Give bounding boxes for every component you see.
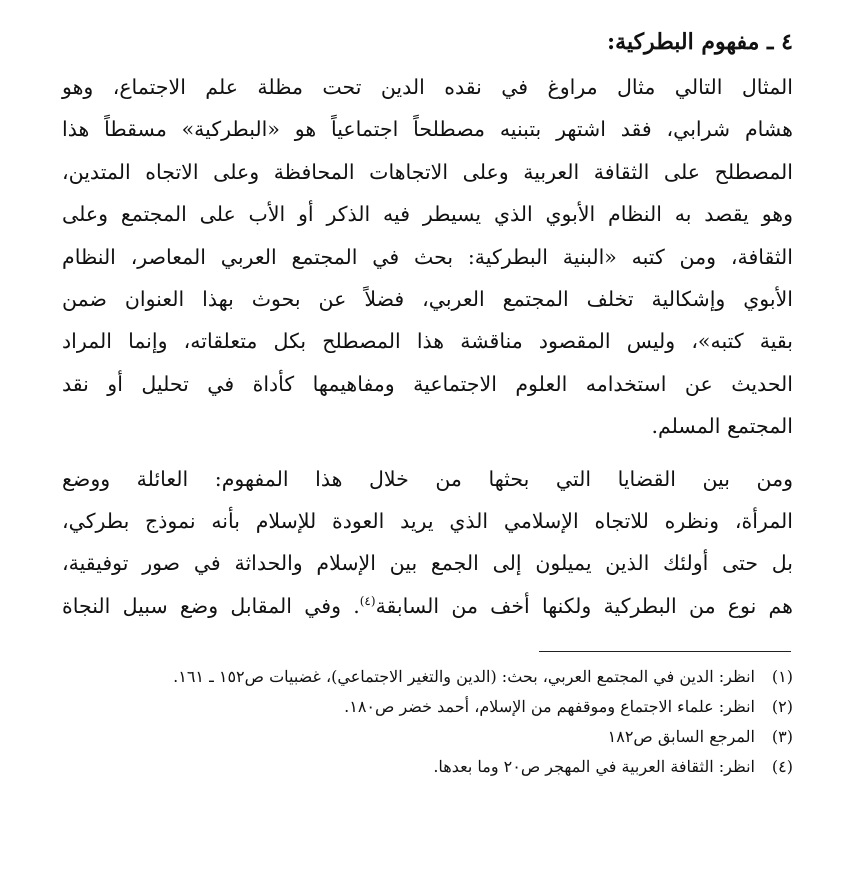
footnote-3 xyxy=(62,722,793,752)
paragraph-2-line-2: المرأة، ونظره للاتجاه الإسلامي الذي يريد العودة للإسلام بأنه نموذج بطركي، xyxy=(62,509,793,534)
paragraph-1-line-7: بقية كتبه»، وليس المقصود مناقشة هذا المصطلح بكل متعلقاته، وإنما المراد xyxy=(62,329,793,354)
paragraph-2 xyxy=(62,458,793,628)
footnote-4 xyxy=(62,752,793,782)
paragraph-2-line-4 xyxy=(62,585,793,627)
paragraph-1-line-2: هشام شرابي، فقد اشتهر بتبنيه مصطلحاً اجتماعياً هو «البطركية» مسقطاً هذا xyxy=(62,117,793,142)
section-heading: ٤ ـ مفهوم البطركية: xyxy=(607,29,793,55)
footnote-text: انظر: الدين في المجتمع العربي، بحث: (الدين والتغير الاجتماعي)، غضبيات ص١٥٢ ـ ١٦١. xyxy=(173,667,755,686)
footnote-number: (٢) xyxy=(771,697,793,716)
paragraph-1-line-9: المجتمع المسلم. xyxy=(651,414,793,439)
footnotes xyxy=(62,662,793,782)
footnote-number: (٣) xyxy=(771,727,793,746)
paragraph-1-line-5: الثقافة، ومن كتبه «البنية البطركية: بحث في المجتمع العربي المعاصر، النظام xyxy=(62,244,793,269)
paragraph-2-line-3: بل حتى أولئك الذين يميلون إلى الجمع بين الإسلام والحداثة في صور توفيقية، xyxy=(62,551,793,576)
paragraph-1-line-4: وهو يقصد به النظام الأبوي الذي يسيطر فيه الذكر أو الأب على المجتمع وعلى xyxy=(62,202,793,227)
paragraph-1-line-8: الحديث عن استخدامه العلوم الاجتماعية ومفاهيمها كأداة في تحليل أو نقد xyxy=(62,371,793,396)
footnote-1 xyxy=(62,662,793,692)
footnote-text: انظر: الثقافة العربية في المهجر ص٢٠ وما بعدها. xyxy=(433,757,755,776)
document-page xyxy=(62,22,793,894)
paragraph-1-line-6: الأبوي وإشكالية تخلف المجتمع العربي، فضلاً عن بحوث بهذا العنوان ضمن xyxy=(62,287,793,312)
paragraph-1-line-1: المثال التالي مثال مراوغ في نقده الدين تحت مظلة علم الاجتماع، وهو xyxy=(62,75,793,99)
footnote-text: انظر: علماء الاجتماع وموقفهم من الإسلام، أحمد خضر ص١٨٠. xyxy=(344,697,755,716)
footnote-reference-4: (٤) xyxy=(359,594,376,609)
footnote-separator xyxy=(539,651,791,652)
paragraph-2-line-4-end: . وفي المقابل وضع سبيل النجاة xyxy=(62,593,360,618)
footnote-2 xyxy=(62,692,793,722)
footnote-number: (١) xyxy=(771,667,793,686)
footnote-text: المرجع السابق ص١٨٢ xyxy=(607,727,755,746)
paragraph-2-line-1: ومن بين القضايا التي بحثها من خلال هذا المفهوم: العائلة ووضع xyxy=(62,466,793,491)
paragraph-1-line-3: المصطلح على الثقافة العربية وعلى الاتجاهات المحافظة وعلى الاتجاه المتدين، xyxy=(62,159,793,184)
paragraph-1 xyxy=(62,66,793,448)
footnote-number: (٤) xyxy=(771,757,793,776)
paragraph-2-line-4-start: هم نوع من البطركية ولكنها أخف من السابقة xyxy=(375,593,793,618)
